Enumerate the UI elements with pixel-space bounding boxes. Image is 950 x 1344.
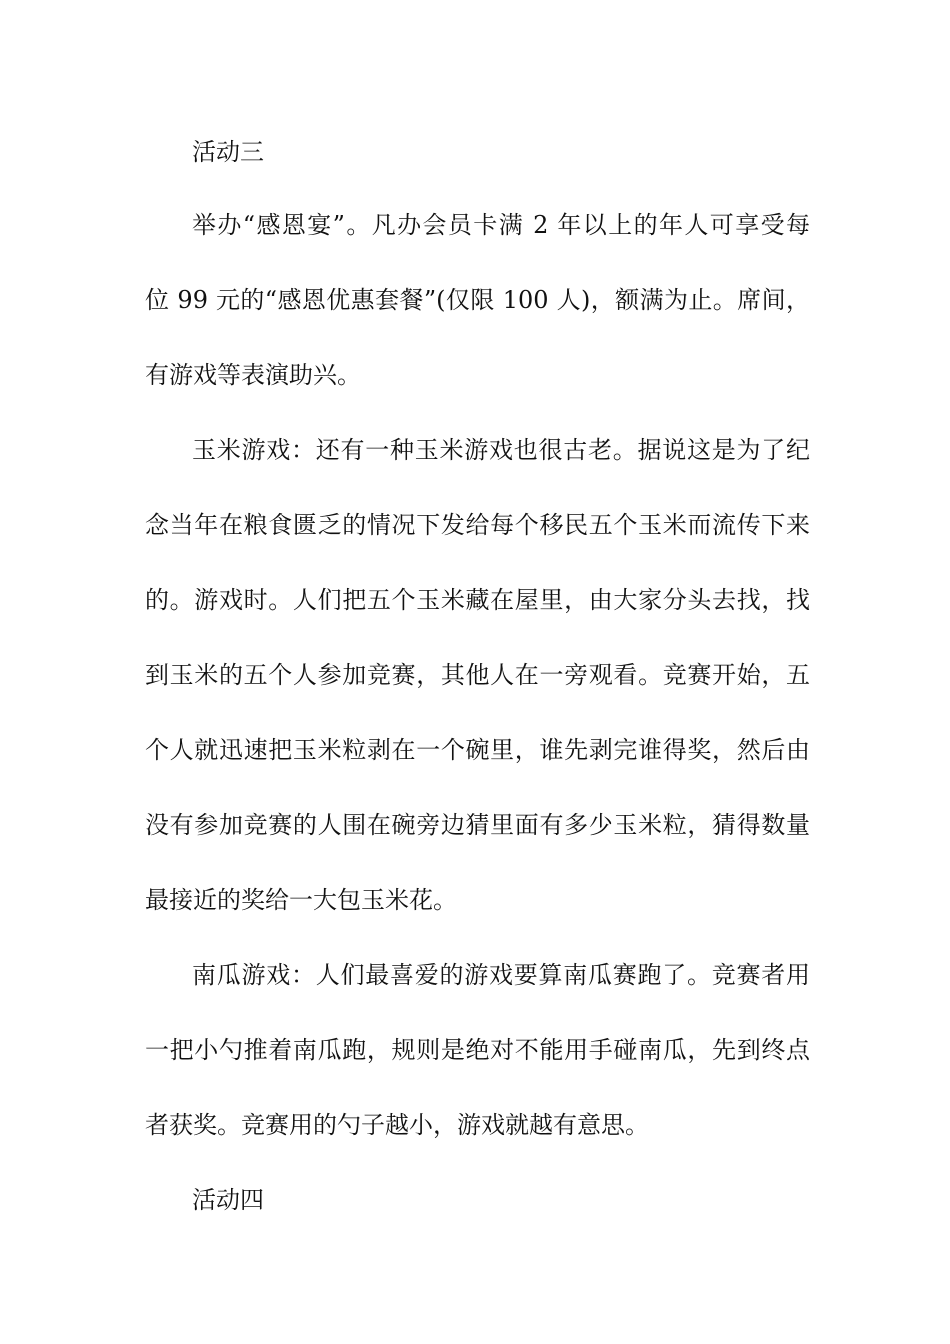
paragraph-line: 个人就迅速把玉米粒剥在一个碗里，谁先剥完谁得奖，然后由 (145, 736, 810, 764)
paragraph-line: 位 99 元的“感恩优惠套餐”(仅限 100 人)，额满为止。席间， (145, 286, 810, 314)
paragraph-line: 玉米游戏：还有一种玉米游戏也很古老。据说这是为了纪 (192, 436, 810, 464)
paragraph-line: 没有参加竞赛的人围在碗旁边猜里面有多少玉米粒，猜得数量 (145, 811, 810, 839)
heading-activity-3: 活动三 (192, 138, 264, 166)
paragraph-line: 南瓜游戏：人们最喜爱的游戏要算南瓜赛跑了。竞赛者用 (192, 961, 810, 989)
paragraph-line: 最接近的奖给一大包玉米花。 (145, 886, 457, 914)
paragraph-line: 念当年在粮食匮乏的情况下发给每个移民五个玉米而流传下来 (145, 511, 810, 539)
paragraph-line: 有游戏等表演助兴。 (145, 361, 361, 389)
paragraph-line: 举办“感恩宴”。凡办会员卡满 2 年以上的年人可享受每 (192, 211, 810, 239)
paragraph-line: 者获奖。竞赛用的勺子越小，游戏就越有意思。 (145, 1111, 649, 1139)
paragraph-line: 一把小勺推着南瓜跑，规则是绝对不能用手碰南瓜，先到终点 (145, 1036, 810, 1064)
paragraph-line: 的。游戏时。人们把五个玉米藏在屋里，由大家分头去找，找 (145, 586, 810, 614)
heading-activity-4: 活动四 (192, 1186, 264, 1214)
paragraph-line: 到玉米的五个人参加竞赛，其他人在一旁观看。竞赛开始，五 (145, 661, 810, 689)
